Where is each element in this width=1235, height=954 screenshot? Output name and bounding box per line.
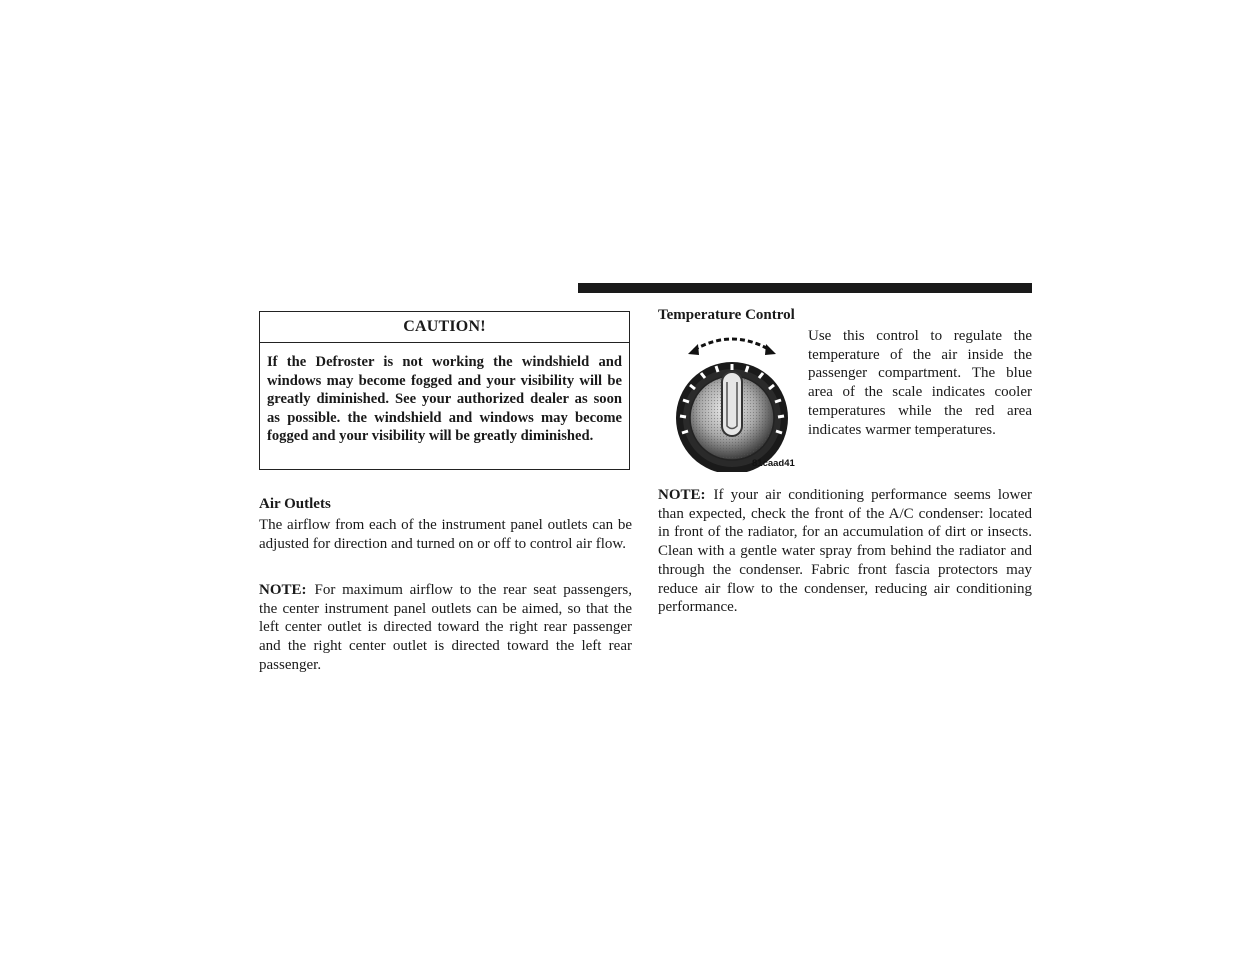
caution-box [259, 311, 630, 470]
caution-title: CAUTION! [260, 312, 629, 343]
temperature-dial-icon [668, 330, 803, 472]
note-label: NOTE: [259, 582, 307, 598]
air-outlets-heading: Air Outlets [259, 496, 331, 512]
figure-label: 81caad41 [752, 458, 795, 469]
air-outlets-note [259, 581, 632, 675]
note-label: NOTE: [658, 487, 706, 503]
temperature-control-heading: Temperature Control [658, 307, 795, 323]
caution-text: If the Defroster is not working the windshield and windows may become fogged and your visibility will be greatly diminished. See your authorized dealer as soon as possible. the windshield and windows may become fogged and your visibility will be greatly diminished. [267, 354, 622, 445]
section-header-bar [578, 283, 1032, 293]
note-text: If your air conditioning performance seems lower than expected, check the front of the A/C condenser: located in front of the radiator, for an accumulation of dirt or insects. Clean with a gentle water spray from behind the radiator and through the condenser. Fabric front fascia protectors may reduce air flow to the condenser, reducing air conditioning performance. [658, 487, 1032, 616]
temperature-control-body: Use this control to regulate the temperature of the air inside the passenger compartment. The blue area of the scale indicates cooler temperatures while the red area indicates warmer temperatures. [808, 328, 1032, 438]
note-text: For maximum airflow to the rear seat passengers, the center instrument panel outlets can be aimed, so that the left center outlet is directed toward the right rear passenger and the right center outlet is directed toward the left rear passenger. [259, 582, 632, 673]
ac-note [658, 486, 1032, 617]
air-outlets-body: The airflow from each of the instrument panel outlets can be adjusted for direction and turned on or off to control air flow. [259, 517, 632, 552]
